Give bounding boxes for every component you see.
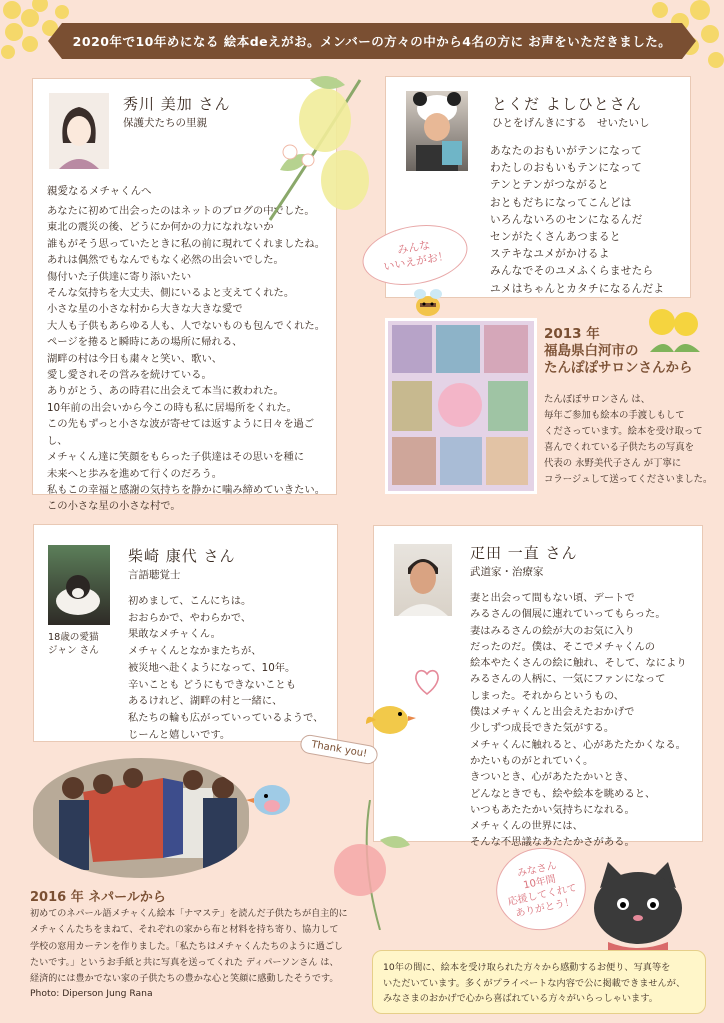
- cat-photo-caption: 18歳の愛猫 ジャン さん: [48, 632, 99, 656]
- person-role: ひとをげんきにする せいたいし: [492, 117, 650, 129]
- letter-greeting: 親愛なるメチャくんへ: [47, 185, 152, 197]
- black-cat-character-icon: [578, 858, 698, 954]
- salon-section-title: 2013 年 福島県白河市の たんぽぽサロンさんから: [544, 326, 693, 376]
- tanpopo-salon-collage-photo: [385, 318, 537, 494]
- nepal-section-title: 2016 年 ネパールから: [30, 890, 166, 905]
- lemon-branch-illustration: [250, 60, 380, 230]
- person-role: 言語聴覚士: [128, 569, 181, 581]
- person-name: とくだ よしひとさん: [492, 95, 642, 113]
- testimonial-card-shibasaki: [33, 524, 338, 742]
- person-role: 保護犬たちの里親: [123, 117, 207, 129]
- bubble-text: みなさん 10年間 応援してくれて ありがとう！: [506, 860, 578, 920]
- panda-hat-man-photo-icon: [406, 91, 468, 171]
- bottom-note-box: [372, 950, 706, 1014]
- apple-branch-illustration: [320, 800, 420, 930]
- nepal-photo-credit: Photo: Diperson Jung Rana: [30, 988, 153, 999]
- thank-you-tag: Thank you!: [299, 733, 379, 765]
- person-name: 秀川 美加 さん: [123, 95, 231, 113]
- man-portrait-photo-icon: [394, 544, 452, 616]
- salon-section-body: たんぽぽサロンさん は、 毎年ご参加も絵本の手渡しもして くださっています。絵本を受け取って 喜んでくれている子供たちの写真を 代表の 永野美代子さん が丁寧に コラージュして送ってくださいました。: [544, 394, 713, 485]
- person-name: 柴崎 康代 さん: [128, 547, 236, 565]
- nepal-children-photo: [33, 758, 249, 878]
- person-photo: [394, 544, 452, 616]
- message-body: 妻と出会って間もない頃、デートで みるさんの個展に連れていってもらった。 妻はみるさんの絵が大のお気に入り だったのだ。僕は、そこでメチャくんの 絵本やたくさんの絵に触れ、そして、なにより みるさんの人柄に、一気にファンになって しまった。それからというもの、 僕はメチャくんと出会えたおかげで 少しずつ成長できた気がする。 メチャくんに触れると、心があたたかくなる。 かたいものがとれていく。 きついとき、心があたたかいとき、 どんなときでも、絵や絵本を眺めると、 いつもあたたかい気持ちになれる。 メチャくんの世界には、 そんな不思議なあたたかさがある。: [470, 592, 687, 849]
- cat-photo-icon: [48, 545, 110, 625]
- bubble-text: みんな いいえがお！: [382, 238, 450, 274]
- cat-photo: [48, 545, 110, 625]
- bee-character-icon: [410, 286, 446, 320]
- woman-portrait-illustration: [49, 93, 109, 169]
- poem-body: あなたのおもいがテンになって わたしのおもいもテンになって テンとテンがつながると おともだちになってこんどは いろんないろのセンになるんだ センがたくさんあつまると ステキなユメがかけるよ みんなでそのユメふくらませたら ユメはちゃんとカタチになるんだよ: [490, 145, 665, 295]
- blue-bird-icon: [244, 772, 304, 822]
- letter-body: あなたに初めて出会ったのはネットのブログの中でした。 東北の震災の後、どうにか何かの力になれないか 誰もがそう思っていたときに私の前に現れてくれましたね。 あれは偶然でもなんでもなく必然の出会いでした。 傷付いた子供達に寄り添いたい そんな気持ちを大丈夫、側にいるよと支えてくれた。 小さな星の小さな村から大きな大きな愛で 大人も子供もあらゆる人も、人でないものも包んでくれた。 ページを捲ると瞬時にあの場所に帰れる、 湖畔の村は今日も粛々と笑い、歌い、 愛し愛されその営みを続けている。 ありがとう、あの時君に出会えて本当に救われた。 10年前の出会いから今この時も私に居場所をくれた。 この先もずっと小さな波が寄せては返すように日々を過ごし、 メチャくん達に笑顔をもらった子供達はその思いを種に 未来へと歩みを進めて行くのだろう。 私もこの幸福と感謝の気持ちを静かに噛み締めていきたい。 この小さな星の小さな村で。: [47, 205, 326, 513]
- bottom-note-text: 10年の間に、絵本を受け取られた方々から感動するお便り、写真等を いただいています。多くがプライベートな内容で公に掲載できませんが、 みなさまのおかげで心から喜ばれている方々がいらっしゃいます。: [383, 962, 686, 1004]
- person-photo: [406, 91, 468, 171]
- heart-balloon-icon: [412, 666, 442, 700]
- person-name: 疋田 一直 さん: [470, 544, 578, 562]
- header-banner: 2020年で10年めになる 絵本deえがお。メンバーの方々の中から4名の方に お声をいただきました。: [62, 23, 682, 59]
- message-body: 初めまして、こんにちは。 おおらかで、やわらかで、 果敢なメチャくん。 メチャくんとなかまたちが、 被災地へ赴くようになって、10年。 辛いことも どうにもできないことも あるけれど、湖畔の村と一緒に、 私たちの輪も広がっていっているようで、 じーんと嬉しいです。: [128, 595, 324, 741]
- person-role: 武道家・治療家: [470, 566, 544, 578]
- nepal-section-body: 初めてのネパール語メチャくん絵本「ナマステ」を読んだ子供たちが自主的に メチャくんたちをまねて、それぞれの家から布と材料を持ち寄り、協力して 学校の窓用カーテンを作りました。「私たちはメチャくんたちのように過ごし たいです。」というお手紙と共に写真を送ってくれた ディパーソンさん は、 経済的には豊かでない家の子供たちの豊かな心と笑顔に感動したそうです。: [30, 909, 348, 985]
